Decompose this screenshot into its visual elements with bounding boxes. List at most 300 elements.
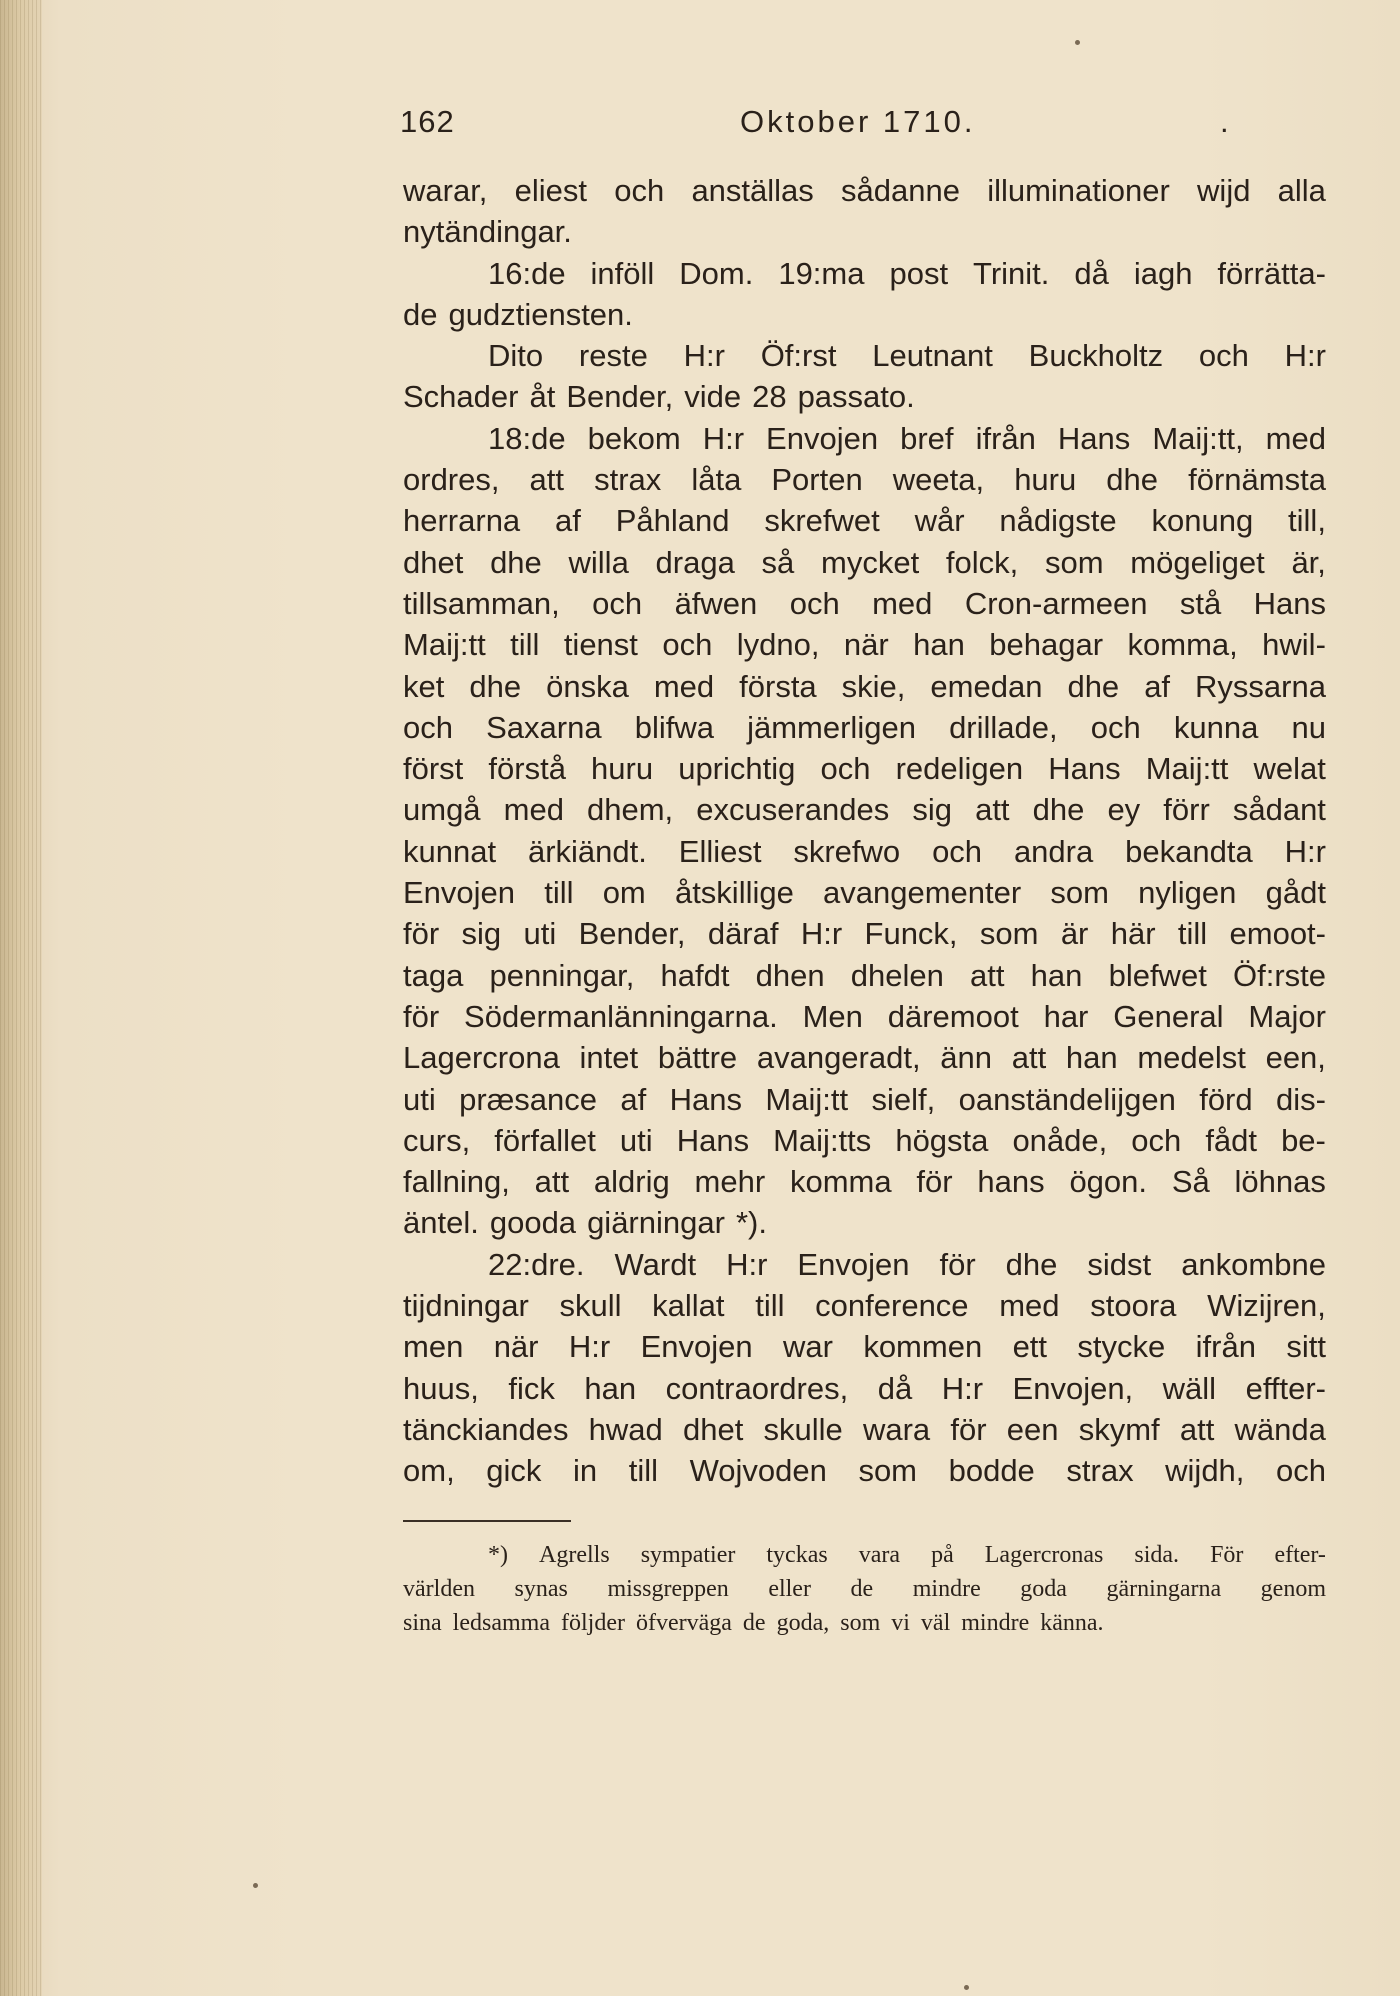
word: uti (523, 916, 557, 952)
word: Maij:tts (773, 1122, 872, 1158)
word: welat (1253, 751, 1326, 787)
word: som (979, 916, 1039, 952)
word: och (662, 627, 713, 663)
word: förr (1163, 792, 1210, 828)
word: *) (488, 1542, 508, 1568)
word: strax (1066, 1453, 1134, 1489)
word: mindre (961, 1610, 1030, 1636)
text-line (403, 1450, 1326, 1491)
word: som (1045, 544, 1104, 580)
text-line (403, 500, 1326, 541)
word: de (850, 1576, 874, 1602)
word: hwad (588, 1411, 663, 1447)
word: wår (914, 503, 965, 539)
word: med (872, 585, 933, 621)
word: een (1006, 1411, 1059, 1447)
word: tillsamman, (403, 585, 560, 621)
word: Hans (1048, 751, 1121, 787)
word: H:r (800, 916, 843, 952)
word: emoot- (1229, 916, 1326, 952)
text-line (403, 294, 1326, 335)
text-line (403, 955, 1326, 996)
word: löhnas (1234, 1164, 1326, 1200)
word: warar, (403, 173, 488, 208)
word: Agrells (539, 1542, 610, 1568)
word: först (403, 751, 464, 787)
word: men (403, 1329, 464, 1365)
word: 19:ma (778, 255, 865, 291)
word: huru (591, 751, 654, 787)
text-line (403, 707, 1326, 748)
word: hwil- (1262, 627, 1326, 663)
word: för (939, 1246, 976, 1282)
word: H:r (1284, 833, 1326, 869)
word: eliest (514, 173, 588, 208)
word: konung (1151, 503, 1254, 539)
text-line (403, 1244, 1326, 1285)
word: med (999, 1288, 1060, 1324)
footnote-line (403, 1538, 1326, 1572)
text-line (403, 418, 1326, 459)
word: wijdh, (1165, 1453, 1245, 1489)
word: Wizijren, (1207, 1288, 1326, 1324)
word: mindre (912, 1576, 981, 1602)
main-text (403, 170, 1326, 1492)
word: illuminationer (987, 173, 1170, 208)
word: war (782, 1329, 833, 1365)
text-line (403, 170, 1326, 211)
word: avangeradt, (756, 1040, 921, 1076)
word: är (1060, 916, 1089, 952)
word: Saxarna (486, 709, 602, 745)
word: af (1144, 668, 1171, 704)
text-line (403, 211, 1326, 252)
word: post (889, 255, 949, 291)
word: som (840, 1610, 881, 1636)
text-line (403, 1326, 1326, 1367)
word: bättre (657, 1040, 738, 1076)
word: att (1179, 1411, 1215, 1447)
page-number: 162 (400, 104, 455, 139)
word: första (739, 668, 817, 704)
word: wäll (1162, 1370, 1217, 1406)
word: tijdningar (403, 1288, 529, 1324)
word: vara (858, 1542, 901, 1568)
word: önska (546, 668, 629, 704)
word: de (742, 1610, 766, 1636)
word: att (975, 792, 1010, 828)
word: Elliest (678, 833, 762, 869)
word: penningar, (489, 957, 635, 993)
word: så (761, 544, 795, 580)
word: med (1265, 420, 1326, 456)
word: intet (579, 1040, 639, 1076)
word: mycket (821, 544, 920, 580)
text-line (403, 253, 1326, 294)
text-line (403, 542, 1326, 583)
word: de (403, 296, 438, 332)
word: dhe (1067, 668, 1120, 704)
word: dhelen (850, 957, 944, 993)
word: oanständelijgen (958, 1081, 1176, 1117)
book-binding-edge (0, 0, 42, 1996)
word: nyligen (1138, 875, 1237, 911)
word: ifrån (1195, 1329, 1256, 1365)
word: sida. (1134, 1542, 1180, 1568)
word: Öf:rste (1232, 957, 1326, 993)
word: stycke (1077, 1329, 1166, 1365)
word: är, (1291, 544, 1326, 580)
word: giärningar (587, 1205, 725, 1241)
word: Envojen, (1012, 1370, 1134, 1406)
paper-speck (1075, 40, 1080, 45)
word: Funck, (864, 916, 958, 952)
word: sympatier (640, 1542, 736, 1568)
word: goda, (776, 1610, 830, 1636)
word: stoora (1090, 1288, 1177, 1324)
word: Lagercronas (984, 1542, 1104, 1568)
word: och (592, 585, 643, 621)
word: Maij:tt (1145, 751, 1229, 787)
word: Dito (488, 338, 544, 374)
text-line (403, 1285, 1326, 1326)
word: General (1113, 998, 1224, 1034)
word: Buckholtz (1028, 338, 1164, 374)
word: Envojen (766, 420, 879, 456)
word: anställas (691, 173, 814, 208)
word: missgreppen (607, 1576, 729, 1602)
word: Wojvoden (689, 1453, 827, 1489)
word: nytändingar. (403, 214, 572, 250)
word: bref (900, 420, 954, 456)
word: ordres, (403, 462, 500, 498)
word: skull (559, 1288, 622, 1324)
word: emedan (930, 668, 1043, 704)
word: Maij:tt (403, 627, 486, 663)
word: conference (815, 1288, 969, 1324)
word: lydno, (736, 627, 820, 663)
word: ifrån (975, 420, 1036, 456)
text-line (403, 872, 1326, 913)
word: uprichtig (678, 751, 796, 787)
word: komma, (1127, 627, 1238, 663)
word: till (1177, 916, 1208, 952)
word: tänckiandes (403, 1411, 569, 1447)
word: däraf (707, 916, 779, 952)
word: Södermanlänningarna. (464, 998, 778, 1034)
word: och (1090, 709, 1141, 745)
word: be- (1281, 1122, 1326, 1158)
word: högsta (895, 1122, 989, 1158)
footnote (403, 1538, 1326, 1640)
word: komma (789, 1164, 892, 1200)
word: bekom (587, 420, 681, 456)
word: een, (1265, 1040, 1326, 1076)
word: förstå (488, 751, 566, 787)
text-line (403, 583, 1326, 624)
word: skrefwo (793, 833, 901, 869)
word: onåde, (1012, 1122, 1108, 1158)
word: han (1030, 957, 1083, 993)
word: och (820, 751, 871, 787)
word: kommen (863, 1329, 983, 1365)
word: Major (1248, 998, 1326, 1034)
word: stå (1179, 585, 1222, 621)
word: 28 (752, 379, 787, 415)
word: præsance (459, 1081, 597, 1117)
word: H:r (1284, 338, 1326, 374)
word: Dom. (679, 255, 754, 291)
word: till (628, 1453, 658, 1489)
word: förd (1199, 1081, 1253, 1117)
word: nu (1291, 709, 1326, 745)
word: 18:de (488, 420, 566, 456)
word: känna. (1040, 1610, 1104, 1636)
word: till (544, 875, 574, 911)
word: Envojen (797, 1246, 910, 1282)
word: sidst (1087, 1246, 1152, 1282)
paper-speck (964, 1985, 969, 1990)
running-head: Oktober 1710. (740, 104, 976, 139)
footnote-line (403, 1606, 1326, 1640)
word: gådt (1265, 875, 1326, 911)
word: Hans (669, 1081, 743, 1117)
word: till (510, 627, 540, 663)
word: låta (691, 462, 742, 498)
word: ankombne (1181, 1246, 1326, 1282)
word: kunnat (403, 833, 497, 869)
word: huus, (403, 1370, 479, 1406)
word: H:r (726, 1246, 768, 1282)
word: Bender, (566, 379, 674, 415)
word: till (755, 1288, 785, 1324)
word: blifwa (634, 709, 714, 745)
word: redeligen (895, 751, 1024, 787)
word: ey (1107, 792, 1141, 828)
word: dhet (682, 1411, 744, 1447)
word: gudztiensten. (448, 296, 633, 332)
word: ärkiändt. (527, 833, 647, 869)
word: aldrig (593, 1164, 670, 1200)
word: förfallet (494, 1122, 596, 1158)
text-line (403, 1202, 1326, 1243)
text-line (403, 1120, 1326, 1161)
word: skulle (763, 1411, 843, 1447)
word: draga (655, 544, 735, 580)
word: genom (1260, 1576, 1326, 1602)
word: dhe (1032, 792, 1085, 828)
text-line (403, 624, 1326, 665)
word: äntel. (403, 1205, 479, 1241)
word: gooda (489, 1205, 577, 1241)
word: han (1065, 1040, 1118, 1076)
word: excuserandes (696, 792, 890, 828)
word: då (1074, 255, 1109, 291)
word: För (1210, 1542, 1244, 1568)
text-line (403, 1368, 1326, 1409)
word: af (620, 1081, 647, 1117)
word: dhe (1106, 462, 1159, 498)
word: fallning, (403, 1164, 510, 1200)
word: herrarna (403, 503, 521, 539)
word: hans (977, 1164, 1045, 1200)
word: om (602, 875, 646, 911)
word: H:r (683, 338, 725, 374)
word: däremoot (887, 998, 1019, 1034)
word: och (614, 173, 665, 208)
word: contraordres, (665, 1370, 849, 1406)
word: med (503, 792, 564, 828)
word: dis- (1276, 1081, 1326, 1117)
word: Hans (676, 1122, 750, 1158)
word: alla (1277, 173, 1326, 208)
text-line (403, 1161, 1326, 1202)
word: H:r (568, 1329, 611, 1365)
word: skrefwet (764, 503, 880, 539)
word: dhen (755, 957, 825, 993)
word: passato. (797, 379, 915, 415)
word: att (1011, 1040, 1047, 1076)
word: öfverväga (635, 1610, 732, 1636)
word: uti (403, 1081, 436, 1117)
word: skymf (1078, 1411, 1160, 1447)
word: när (493, 1329, 539, 1365)
word: synas (514, 1576, 568, 1602)
word: H:r (941, 1370, 984, 1406)
word: Hans (1253, 585, 1326, 621)
word: inföll (590, 255, 655, 291)
word: om, (403, 1453, 455, 1489)
word: han (913, 627, 965, 663)
word: sig (461, 916, 502, 952)
text-line (403, 1079, 1326, 1120)
word: till, (1288, 503, 1326, 539)
word: som (858, 1453, 918, 1489)
word: ket (403, 668, 445, 704)
word: Lagercrona (403, 1040, 560, 1076)
word: äfwen (674, 585, 758, 621)
word: medelst (1137, 1040, 1246, 1076)
paper-speck (253, 1883, 258, 1888)
word: tyckas (766, 1542, 828, 1568)
word: sådant (1232, 792, 1326, 828)
word: andra (1013, 833, 1094, 869)
word: mögeliget (1130, 544, 1265, 580)
word: Påhland (615, 503, 730, 539)
word: reste (578, 338, 648, 374)
word: dhe (469, 668, 522, 704)
word: goda (1020, 1576, 1067, 1602)
word: dhem, (587, 792, 674, 828)
word: vi (891, 1610, 910, 1636)
word: taga (403, 957, 464, 993)
word: Bender, (578, 916, 686, 952)
stray-dot: . (1220, 104, 1230, 139)
word: Så (1171, 1164, 1210, 1200)
word: åtskillige (674, 875, 794, 911)
footnote-line (403, 1572, 1326, 1606)
word: förnämsta (1188, 462, 1326, 498)
word: umgå (403, 792, 481, 828)
word: gick (486, 1453, 542, 1489)
text-line (403, 459, 1326, 500)
word: bodde (948, 1453, 1035, 1489)
word: Maij:tt (765, 1081, 849, 1117)
word: in (572, 1453, 598, 1489)
word: willa (568, 544, 629, 580)
word: Trinit. (973, 255, 1050, 291)
word: Envojen (640, 1329, 753, 1365)
word: wijd (1197, 173, 1251, 208)
word: när (843, 627, 889, 663)
word: väl (920, 1610, 951, 1636)
word: dhe (1005, 1246, 1058, 1282)
word: och (789, 585, 840, 621)
word: Porten (771, 462, 863, 498)
word: folck, (945, 544, 1019, 580)
word: och (1276, 1453, 1326, 1489)
word: kunna (1173, 709, 1259, 745)
word: för (403, 998, 440, 1034)
text-line (403, 666, 1326, 707)
word: sitt (1286, 1329, 1326, 1365)
word: som (1050, 875, 1109, 911)
word: för (916, 1164, 953, 1200)
word: Maij:tt, (1152, 420, 1244, 456)
word: vide (684, 379, 742, 415)
word: Ryssarna (1195, 668, 1326, 704)
word: ögon. (1069, 1164, 1148, 1200)
word: af (555, 503, 581, 539)
page-header (400, 104, 1330, 154)
word: Leutnant (872, 338, 993, 374)
word: att (970, 957, 1005, 993)
text-line (403, 335, 1326, 376)
word: änn (940, 1040, 993, 1076)
word: för (403, 916, 440, 952)
word: uti (619, 1122, 653, 1158)
word: Envojen (403, 875, 516, 911)
footnote-rule (403, 1520, 571, 1522)
word: tienst (563, 627, 638, 663)
word: Wardt (614, 1246, 697, 1282)
word: ledsamma (452, 1610, 550, 1636)
word: och (1131, 1122, 1182, 1158)
word: fick (508, 1370, 555, 1406)
word: sielf, (871, 1081, 936, 1117)
word: skie, (841, 668, 906, 704)
word: och (403, 709, 453, 745)
word: effter- (1245, 1370, 1326, 1406)
word: drillade, (949, 709, 1058, 745)
word: gärningarna (1106, 1576, 1222, 1602)
word: har (1043, 998, 1089, 1034)
word: på (931, 1542, 954, 1568)
word: Cron-armeen (964, 585, 1148, 621)
word: med (653, 668, 715, 704)
word: sådanne (841, 173, 960, 208)
word: efter- (1274, 1542, 1326, 1568)
word: huru (1014, 462, 1077, 498)
word: 16:de (488, 255, 566, 291)
word: wända (1234, 1411, 1326, 1447)
text-line (403, 831, 1326, 872)
word: han (584, 1370, 637, 1406)
word: och (932, 833, 983, 869)
word: H:r (702, 420, 745, 456)
word: strax (594, 462, 662, 498)
text-line (403, 1037, 1326, 1078)
